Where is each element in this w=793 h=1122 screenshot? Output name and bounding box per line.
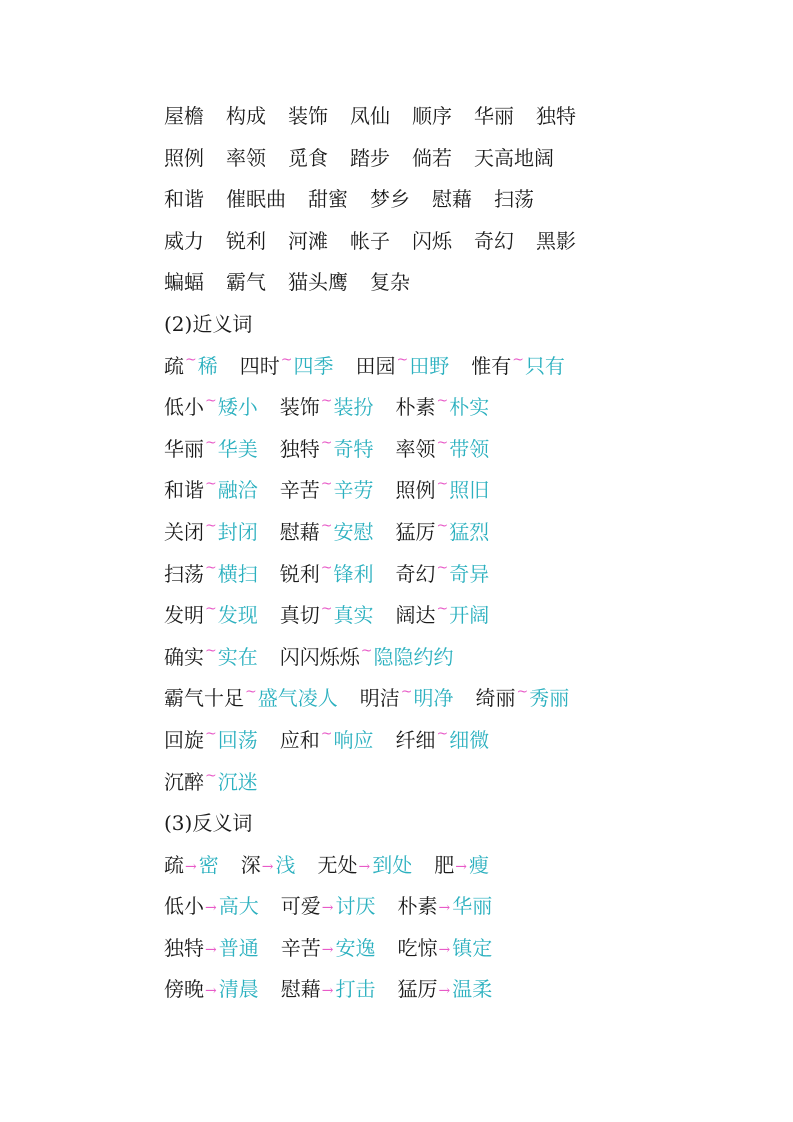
vocab-word: 踏步 (350, 145, 390, 170)
pair-answer: 盛气凌人 (257, 686, 338, 711)
tilde-separator: ~ (320, 725, 333, 742)
pair-word: 无处 (317, 852, 358, 877)
antonym-list (164, 845, 576, 1011)
word-row (164, 96, 576, 138)
pair-answer: 回荡 (217, 727, 258, 752)
synonym-pair-row (164, 678, 576, 720)
pair-word: 纤细 (395, 727, 436, 752)
pair-answer: 沉迷 (217, 769, 258, 794)
pair-answer: 装扮 (333, 395, 374, 420)
pair-word: 慰藉 (280, 977, 321, 1002)
pair-word: 独特 (279, 436, 320, 461)
synonym-pair-row (164, 554, 576, 596)
antonym-pair (434, 845, 489, 890)
arrow-icon: → (438, 900, 451, 917)
synonym-pair (280, 387, 374, 432)
tilde-separator: ~ (205, 476, 217, 493)
pair-answer: 华美 (217, 436, 258, 461)
vocab-word: 照例 (164, 145, 204, 170)
arrow-icon: → (455, 858, 467, 875)
pair-answer: 安慰 (333, 519, 374, 544)
pair-answer: 普通 (218, 935, 259, 960)
synonym-pair (475, 678, 569, 723)
pair-answer: 打击 (335, 977, 376, 1002)
arrow-icon: → (185, 858, 197, 875)
synonym-pair (395, 720, 489, 765)
vocab-word: 帐子 (350, 228, 390, 253)
pair-answer: 田野 (409, 353, 450, 378)
pair-word: 和谐 (164, 478, 204, 503)
vocab-word: 倘若 (412, 145, 452, 170)
synonym-list (164, 346, 576, 804)
arrow-icon: → (321, 983, 334, 1000)
pair-answer: 瘦 (468, 852, 489, 877)
pair-word: 霸气十足 (164, 686, 244, 711)
tilde-separator: ~ (185, 351, 197, 368)
pair-word: 疏 (164, 852, 184, 877)
synonym-pair (164, 762, 258, 807)
pair-word: 四时 (239, 353, 280, 378)
pair-answer: 稀 (197, 353, 218, 378)
pair-answer: 猛烈 (449, 519, 490, 544)
pair-answer: 发现 (217, 603, 258, 628)
antonym-pair (241, 845, 296, 890)
synonym-pair (164, 429, 258, 474)
pair-word: 田园 (355, 353, 396, 378)
pair-answer: 朴实 (449, 395, 490, 420)
pair-answer: 融洽 (217, 478, 258, 503)
tilde-separator: ~ (205, 559, 217, 576)
pair-answer: 开阔 (449, 603, 490, 628)
synonym-pair (164, 387, 258, 432)
antonym-pair (281, 928, 376, 973)
tilde-separator: ~ (320, 517, 333, 534)
pair-word: 真切 (279, 603, 320, 628)
synonym-pair-row (164, 387, 576, 429)
vocab-word: 天高地阔 (474, 145, 554, 170)
pair-answer: 清晨 (218, 977, 259, 1002)
synonym-pair (395, 554, 489, 599)
synonym-pair (280, 554, 374, 599)
pair-answer: 响应 (333, 727, 374, 752)
arrow-icon: → (261, 858, 274, 875)
synonym-pair (395, 387, 489, 432)
pair-answer: 安逸 (335, 935, 376, 960)
synonym-pair (164, 595, 258, 640)
vocab-word: 催眠曲 (226, 187, 286, 212)
synonym-pair (471, 346, 565, 391)
pair-word: 装饰 (279, 395, 320, 420)
antonym-pair (317, 845, 412, 890)
tilde-separator: ~ (436, 517, 449, 534)
vocab-word: 构成 (226, 104, 266, 128)
synonym-pair-row (164, 429, 576, 471)
pair-answer: 明净 (413, 686, 454, 711)
tilde-separator: ~ (205, 434, 217, 451)
synonym-pair (164, 637, 258, 682)
synonym-pair (280, 720, 374, 765)
synonym-pair (395, 470, 489, 515)
pair-word: 傍晚 (164, 977, 204, 1002)
pair-word: 率领 (395, 436, 436, 461)
antonym-pair (281, 886, 376, 931)
synonym-pair (395, 429, 489, 474)
vocab-word: 慰藉 (432, 187, 472, 212)
synonym-pair-row (164, 762, 576, 804)
synonym-pair (164, 512, 258, 557)
synonym-pair-row (164, 720, 576, 762)
word-row (164, 138, 576, 180)
vocab-word: 率领 (226, 145, 266, 170)
synonym-pair (395, 512, 489, 557)
vocab-word: 屋檐 (164, 104, 204, 128)
synonym-pair (164, 346, 218, 391)
tilde-separator: ~ (320, 434, 333, 451)
synonym-pair (164, 720, 258, 765)
pair-answer: 奇异 (449, 561, 490, 586)
pair-answer: 四季 (293, 353, 334, 378)
arrow-icon: → (358, 858, 371, 875)
pair-word: 独特 (164, 935, 204, 960)
tilde-separator: ~ (205, 601, 217, 618)
arrow-icon: → (438, 941, 451, 958)
tilde-separator: ~ (512, 351, 524, 368)
antonym-pair-row (164, 886, 576, 928)
antonym-pair (164, 928, 259, 973)
pair-word: 肥 (434, 852, 455, 877)
synonyms-heading: (2)近义词 (164, 311, 253, 336)
vocab-word: 顺序 (412, 104, 452, 128)
pair-answer: 华丽 (452, 894, 493, 919)
pair-word: 绮丽 (475, 686, 516, 711)
pair-word: 确实 (164, 644, 204, 669)
tilde-separator: ~ (205, 725, 217, 742)
pair-word: 回旋 (164, 727, 204, 752)
tilde-separator: ~ (436, 434, 449, 451)
pair-word: 辛苦 (279, 478, 320, 503)
pair-answer: 锋利 (333, 561, 374, 586)
vocab-word: 觅食 (288, 145, 328, 170)
antonym-pair-row (164, 969, 576, 1011)
pair-word: 闪闪烁烁 (279, 644, 360, 669)
pair-word: 应和 (279, 727, 320, 752)
synonym-pair (164, 470, 258, 515)
tilde-separator: ~ (516, 684, 529, 701)
synonym-pair (355, 346, 449, 391)
pair-word: 朴素 (395, 395, 436, 420)
synonym-pair (280, 595, 374, 640)
synonym-pair-row (164, 512, 576, 554)
tilde-separator: ~ (436, 725, 449, 742)
word-row (164, 221, 576, 263)
vocabulary-content (164, 96, 576, 1011)
tilde-separator: ~ (320, 559, 333, 576)
tilde-separator: ~ (396, 351, 409, 368)
pair-word: 照例 (395, 478, 436, 503)
pair-answer: 温柔 (452, 977, 493, 1002)
tilde-separator: ~ (280, 351, 293, 368)
tilde-separator: ~ (205, 517, 217, 534)
word-row (164, 179, 576, 221)
arrow-icon: → (321, 900, 334, 917)
synonym-pair (395, 595, 489, 640)
pair-answer: 封闭 (217, 519, 258, 544)
antonym-pair (281, 969, 376, 1014)
vocab-word: 甜蜜 (308, 187, 348, 212)
synonym-pair-row (164, 346, 576, 388)
tilde-separator: ~ (205, 393, 217, 410)
vocab-word: 梦乡 (370, 187, 410, 212)
pair-answer: 镇定 (452, 935, 493, 960)
synonym-pair (240, 346, 334, 391)
vocab-word: 锐利 (226, 228, 266, 253)
arrow-icon: → (205, 941, 217, 958)
pair-word: 可爱 (280, 894, 321, 919)
vocab-word: 闪烁 (412, 228, 452, 253)
arrow-icon: → (205, 900, 217, 917)
vocab-word: 蝙蝠 (164, 270, 204, 295)
tilde-separator: ~ (245, 684, 257, 701)
tilde-separator: ~ (320, 476, 333, 493)
pair-answer: 高大 (218, 894, 259, 919)
vocab-word: 扫荡 (494, 187, 534, 212)
pair-answer: 讨厌 (335, 894, 376, 919)
antonym-pair (164, 969, 259, 1014)
tilde-separator: ~ (320, 393, 333, 410)
tilde-separator: ~ (360, 642, 373, 659)
vocab-word: 凤仙 (350, 104, 390, 128)
synonym-pair (360, 678, 454, 723)
tilde-separator: ~ (436, 601, 449, 618)
tilde-separator: ~ (436, 559, 449, 576)
pair-word: 奇幻 (395, 561, 436, 586)
vocab-word: 黑影 (536, 228, 576, 253)
pair-word: 惟有 (471, 353, 512, 378)
antonym-pair-row (164, 845, 576, 887)
tilde-separator: ~ (436, 393, 449, 410)
tilde-separator: ~ (205, 767, 217, 784)
vocab-word: 奇幻 (474, 228, 514, 253)
antonym-pair (397, 886, 492, 931)
pair-answer: 奇特 (333, 436, 374, 461)
synonym-pair-row (164, 637, 576, 679)
vocab-word: 和谐 (164, 187, 204, 212)
pair-word: 慰藉 (279, 519, 320, 544)
pair-word: 低小 (164, 395, 204, 420)
vocab-word: 装饰 (288, 104, 328, 128)
synonym-pair-row (164, 470, 576, 512)
antonym-pair (164, 845, 219, 890)
vocab-word: 威力 (164, 228, 204, 253)
pair-answer: 秀丽 (529, 686, 570, 711)
arrow-icon: → (205, 983, 217, 1000)
arrow-icon: → (321, 941, 334, 958)
pair-word: 关闭 (164, 519, 204, 544)
synonym-pair-row (164, 595, 576, 637)
pair-answer: 辛劳 (333, 478, 374, 503)
pair-word: 猛厉 (395, 519, 436, 544)
tilde-separator: ~ (436, 476, 449, 493)
pair-answer: 照旧 (449, 478, 490, 503)
synonym-pair (164, 678, 338, 723)
pair-word: 猛厉 (397, 977, 438, 1002)
antonyms-heading: (3)反义词 (164, 811, 253, 836)
pair-word: 朴素 (397, 894, 438, 919)
synonym-pair (280, 429, 374, 474)
synonym-pair (280, 470, 374, 515)
pair-word: 吃惊 (397, 935, 438, 960)
pair-word: 低小 (164, 894, 204, 919)
word-row (164, 262, 576, 304)
vocab-word: 河滩 (288, 228, 328, 253)
pair-word: 疏 (164, 353, 184, 378)
antonym-pair-row (164, 928, 576, 970)
pair-answer: 浅 (275, 852, 296, 877)
vocab-word: 霸气 (226, 270, 266, 295)
antonym-pair (397, 969, 492, 1014)
word-list (164, 96, 576, 304)
vocab-word: 华丽 (474, 104, 514, 128)
antonym-pair (164, 886, 259, 931)
pair-answer: 细微 (449, 727, 490, 752)
pair-word: 辛苦 (280, 935, 321, 960)
pair-word: 锐利 (279, 561, 320, 586)
pair-answer: 矮小 (217, 395, 258, 420)
antonym-pair (397, 928, 492, 973)
pair-word: 华丽 (164, 436, 204, 461)
pair-word: 深 (240, 852, 261, 877)
pair-answer: 密 (198, 852, 219, 877)
pair-answer: 只有 (524, 353, 565, 378)
pair-answer: 横扫 (217, 561, 258, 586)
pair-word: 沉醉 (164, 769, 204, 794)
synonym-pair (164, 554, 258, 599)
pair-word: 扫荡 (164, 561, 204, 586)
tilde-separator: ~ (205, 642, 217, 659)
pair-word: 发明 (164, 603, 204, 628)
vocab-word: 独特 (536, 104, 576, 128)
tilde-separator: ~ (400, 684, 413, 701)
vocab-word: 复杂 (370, 270, 410, 295)
pair-word: 阔达 (395, 603, 436, 628)
pair-answer: 带领 (449, 436, 490, 461)
pair-word: 明洁 (359, 686, 400, 711)
pair-answer: 隐隐约约 (373, 644, 454, 669)
pair-answer: 实在 (217, 644, 258, 669)
vocab-word: 猫头鹰 (288, 270, 348, 295)
pair-answer: 到处 (372, 852, 413, 877)
pair-answer: 真实 (333, 603, 374, 628)
synonym-pair (280, 512, 374, 557)
tilde-separator: ~ (320, 601, 333, 618)
arrow-icon: → (438, 983, 451, 1000)
synonym-pair (280, 637, 454, 682)
